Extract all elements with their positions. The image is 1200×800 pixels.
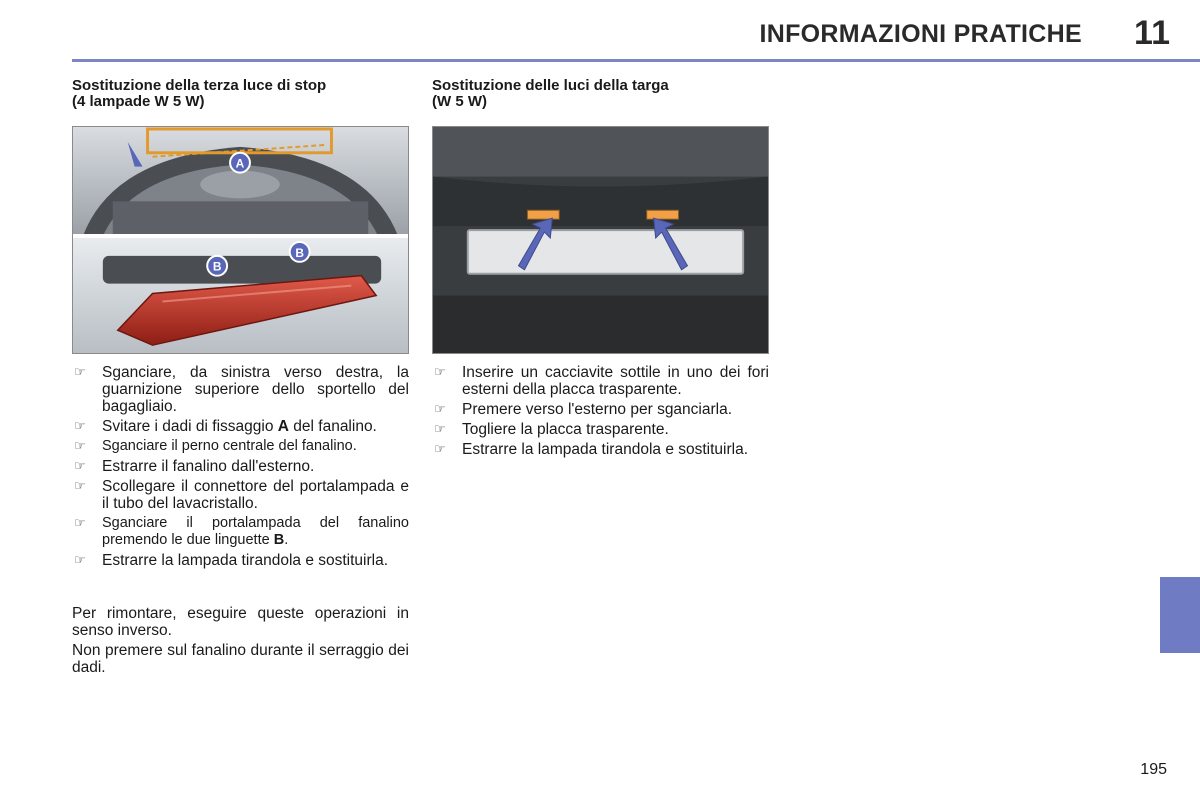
- chapter-number: 11: [1134, 14, 1170, 52]
- right-heading-line2: (W 5 W): [432, 93, 487, 110]
- list-item: ☞ Estrarre la lampada tirandola e sostituirla.: [74, 552, 389, 569]
- license-plate-light-illustration: [432, 126, 769, 354]
- list-item: ☞ Scollegare il connettore del portalampada e il tubo del lavacristallo.: [74, 478, 409, 512]
- left-heading-line1: Sostituzione della terza luce di stop: [72, 77, 327, 94]
- pointing-hand-icon: ☞: [434, 422, 446, 437]
- pointing-hand-icon: ☞: [74, 479, 86, 494]
- header-rule: [72, 59, 1200, 62]
- list-item: ☞ Sganciare il perno centrale del fanalino.: [74, 438, 357, 454]
- list-item: ☞ Sganciare il portalampada del fanalino premendo le due linguette B.: [74, 515, 409, 548]
- third-brake-light-illustration: [72, 126, 409, 354]
- pointing-hand-icon: ☞: [74, 553, 86, 568]
- list-item: ☞ Premere verso l'esterno per sganciarla.: [434, 401, 733, 418]
- pointing-hand-icon: ☞: [434, 402, 446, 417]
- plate-light-steps: [432, 364, 769, 461]
- list-item: ☞ Estrarre il fanalino dall'esterno.: [74, 458, 315, 475]
- list-item: ☞ Sganciare, da sinistra verso destra, la guarnizione superiore dello sportello del bagagliaio.: [74, 364, 409, 415]
- pointing-hand-icon: ☞: [74, 419, 86, 434]
- list-item: ☞ Inserire un cacciavite sottile in uno dei fori esterni della placca trasparente.: [434, 364, 769, 398]
- pointing-hand-icon: ☞: [74, 365, 86, 380]
- tightening-warning: Non premere sul fanalino durante il serraggio dei dadi.: [72, 642, 409, 676]
- pointing-hand-icon: ☞: [434, 365, 446, 380]
- left-section-heading: [72, 78, 409, 110]
- chapter-tab-marker: [1160, 577, 1200, 653]
- right-heading-line1: Sostituzione delle luci della targa: [432, 77, 669, 94]
- pointing-hand-icon: ☞: [434, 442, 446, 457]
- list-item: ☞ Svitare i dadi di fissaggio A del fanalino.: [74, 418, 377, 435]
- label-b1: B: [212, 259, 222, 274]
- brake-light-steps: [72, 364, 409, 572]
- right-section-heading: [432, 78, 769, 110]
- list-item: ☞ Togliere la placca trasparente.: [434, 421, 669, 438]
- pointing-hand-icon: ☞: [74, 516, 86, 531]
- pointing-hand-icon: ☞: [74, 439, 86, 454]
- label-a: A: [235, 156, 245, 171]
- pointing-hand-icon: ☞: [74, 459, 86, 474]
- label-b2: B: [295, 245, 304, 260]
- reassembly-note: Per rimontare, eseguire queste operazioni in senso inverso.: [72, 605, 409, 639]
- left-heading-line2: (4 lampade W 5 W): [72, 93, 205, 110]
- chapter-title: INFORMAZIONI PRATICHE: [759, 20, 1082, 48]
- list-item: ☞ Estrarre la lampada tirandola e sostituirla.: [434, 441, 749, 458]
- page-number: 195: [1140, 761, 1167, 778]
